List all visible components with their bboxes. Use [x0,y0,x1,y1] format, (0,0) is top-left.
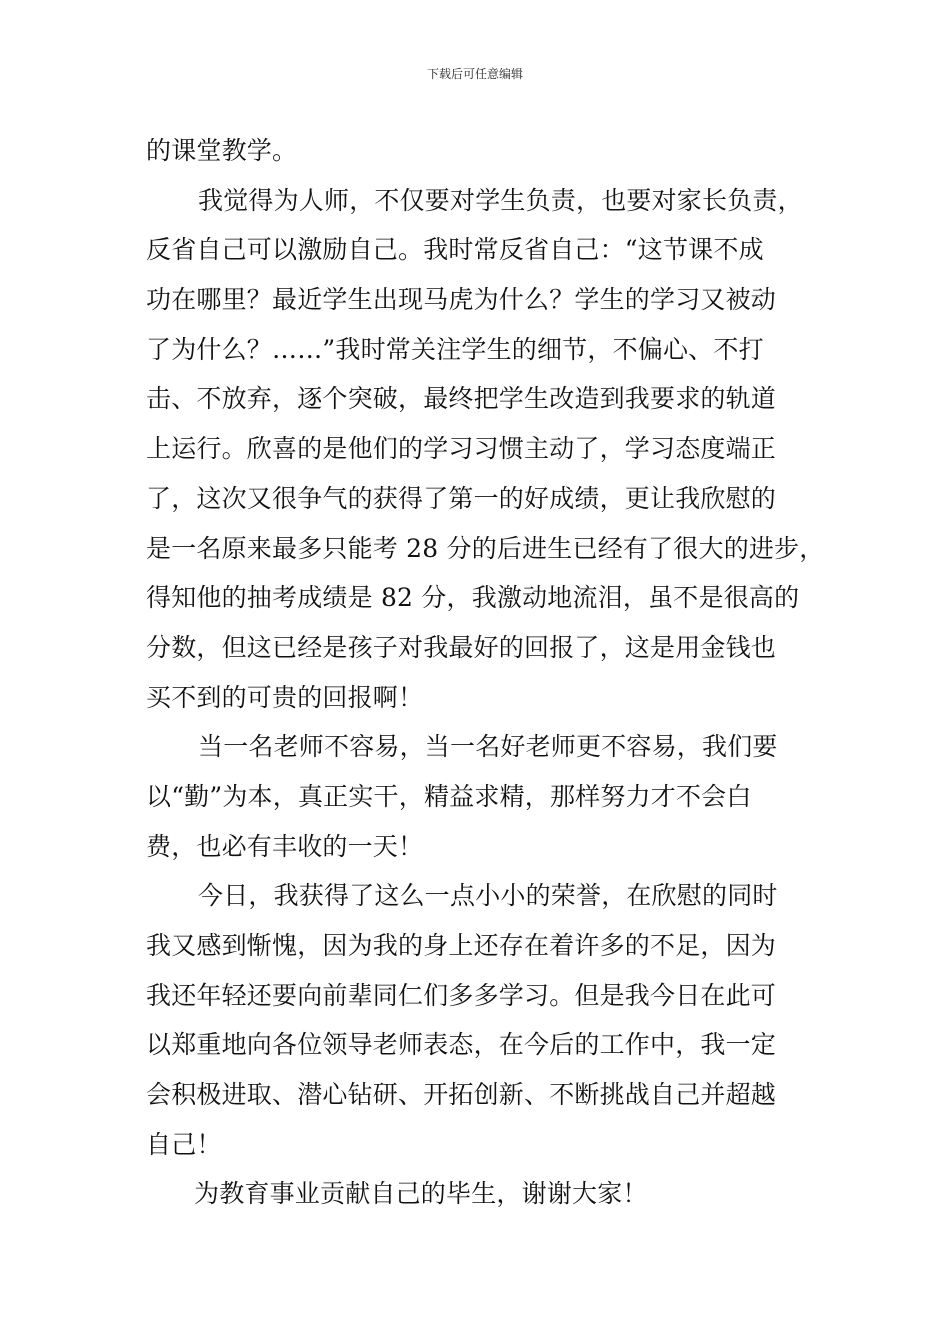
document-body [146,126,825,1219]
paragraph-line: 今日，我获得了这么一点小小的荣誉，在欣慰的同时 [198,881,778,911]
page-header: 下载后可任意编辑 [426,67,523,81]
paragraph-line: 得知他的抽考成绩是 82 分，我激动地流泪，虽不是很高的 [146,583,800,613]
paragraph-line: 费，也必有丰收的一天！ [146,831,424,861]
paragraph-line: 我还年轻还要向前辈同仁们多多学习。但是我今日在此可 [146,980,777,1010]
paragraph-line: 功在哪里？最近学生出现马虎为什么？学生的学习又被动 [146,285,777,315]
paragraph-line: 上运行。欣喜的是他们的学习习惯主动了，学习态度端正 [146,434,777,464]
paragraph-line: 了为什么？……”我时常关注学生的细节，不偏心、不打 [146,334,764,364]
paragraph-line: 的课堂教学。 [146,136,298,165]
paragraph-line: 以“勤”为本，真正实干，精益求精，那样努力才不会白 [146,781,752,811]
paragraph-line: 自己！ [146,1129,222,1159]
paragraph-line: 了，这次又很争气的获得了第一的好成绩，更让我欣慰的 [146,483,777,513]
paragraph-line: 以郑重地向各位领导老师表态，在今后的工作中，我一定 [146,1030,777,1060]
paragraph-line: 买不到的可贵的回报啊！ [146,682,424,712]
paragraph-line: 击、不放弃，逐个突破，最终把学生改造到我要求的轨道 [146,384,777,414]
paragraph-line: 当一名老师不容易，当一名好老师更不容易，我们要 [198,732,778,762]
paragraph-line: 会积极进取、潜心钻研、开拓创新、不断挑战自己并超越 [146,1080,777,1110]
paragraph-line: 我觉得为人师，不仅要对学生负责，也要对家长负责， [198,185,803,215]
paragraph-line: 是一名原来最多只能考 28 分的后进生已经有了很大的进步， [146,533,825,563]
paragraph-line: 反省自己可以激励自己。我时常反省自己：“这节课不成 [146,235,764,265]
paragraph-line: 我又感到惭愧，因为我的身上还存在着许多的不足，因为 [146,931,777,960]
paragraph-line: 分数，但这已经是孩子对我最好的回报了，这是用金钱也 [146,632,777,662]
closing-line: 为教育事业贡献自己的毕生，谢谢大家！ [194,1179,648,1209]
